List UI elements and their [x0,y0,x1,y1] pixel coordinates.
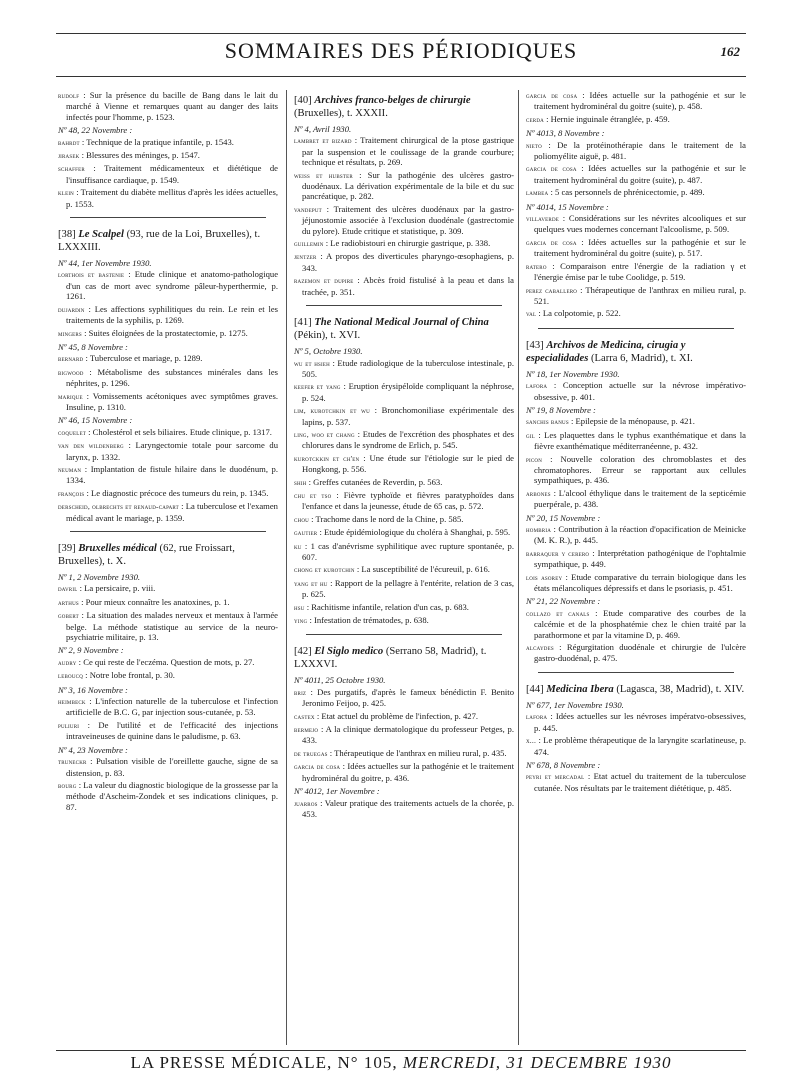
article-title: : Etude clinique et anatomo-pathologique d'un cas de mort avec syndrome pâleur-hyperthermie, p. 1261. [66,269,278,302]
periodical-heading [526,339,746,365]
article-author: gautier [294,528,318,538]
article-entry [526,261,746,283]
article-entry [294,798,514,820]
page-header [56,33,746,77]
article-title: : Sur la présence du bacille de Bang dans le lait du marché à Vienne et remarques quant au danger des laits infectés pour l'homme, p. 1523. [66,90,278,122]
article-entry [58,501,278,523]
article-author: cerda [526,114,544,124]
article-author: picon [526,454,543,464]
article-title: : Le problème thérapeutique de la laryngite scarlatineuse, p. 474. [534,735,746,757]
article-entry [294,405,514,427]
article-entry [294,527,514,538]
article-entry [58,150,278,161]
article-title: : La susceptibilité de l'écureuil, p. 616. [356,564,490,575]
article-author: chong et kurotchin [294,565,355,575]
article-author: derscheid, olbrechts et renaud-capart [58,502,179,512]
issue-heading: Nº 48, 22 Novembre : [58,125,133,136]
article-author: jentzer [294,252,317,262]
article-author: gil [526,430,535,440]
article-author: puliuri [58,720,80,730]
article-author: bigwood [58,367,84,377]
issue-heading: Nº 20, 15 Novembre : [526,512,601,523]
article-title: : Fièvre typhoïde et fièvres paratyphoïdes dans l'enfance et dans la jeunesse, étude de 65 cas, p. 572. [302,489,514,512]
article-entry [526,90,746,112]
article-author: marique [58,391,83,401]
periodical-heading [58,542,278,568]
article-title: : Etude comparative du terrain biologique dans les états mélancoliques dépressifs et dans le psoriasis, p. 451. [534,571,746,594]
article-entry [294,477,514,488]
article-title: : Interprétation pathogénique de l'ophtalmie sympathique, p. 449. [534,547,746,570]
article-author: sanchis banus [526,417,569,427]
article-entry [526,114,746,125]
article-entry [58,597,278,608]
page-number: 162 [720,44,740,59]
article-title: : Des purgatifs, d'après le fameux bénédictin F. Benito Jeronimo Feijoo, p. 425. [302,686,514,709]
article-title: : Notre lobe frontal, p. 30. [85,670,175,681]
article-title: : A propos des diverticules pharyngo-œsophagiens, p. 343. [302,251,514,273]
article-entry [294,170,514,202]
issue-heading: Nº 4, 23 Novembre : [58,744,128,755]
article-title: : Etudes de l'excrétion des phosphates et des chlorures dans le syndrome de Erlich, p. 545. [302,428,514,451]
article-title: : Idées actuelles sur les névroses impératvo-obsessives, p. 445. [534,711,746,733]
article-author: klein [58,188,74,198]
periodical-number: [43] [526,339,544,351]
article-title: : Thérapeutique de l'anthrax en milieu rural, p. 435. [329,747,507,758]
article-title: : Nouvelle coloration des chromoblastes et des chromatophores. Erreur se rapportant aux cellules sympathiques, p. 436. [534,453,746,486]
article-entry [294,541,514,563]
article-author: barraquer y cerero [526,548,590,558]
issue-heading: Nº 2, 9 Novembre : [58,645,124,656]
article-author: lois asorey [526,572,563,582]
article-title: : La persicaire, p. viii. [79,583,156,594]
article-title: : Les affections syphilitiques du rein. Le rein et les traitements de la syphilis, p. 1269. [66,303,278,326]
periodical-name: El Siglo medico [314,646,384,658]
article-author: heimbeck [58,697,86,707]
periodical-details: (62, rue Froissart, Bruxelles), t. X. [58,543,235,567]
article-title: : Le diagnostic précoce des tumeurs du rein, p. 1345. [86,487,269,498]
periodical-number: [40] [294,95,312,106]
section-divider [306,634,502,635]
article-entry [526,237,746,259]
article-entry [294,724,514,746]
article-entry [526,524,746,546]
article-entry [58,187,278,209]
article-author: coquelet [58,427,86,437]
periodical-number: [38] [58,229,76,241]
article-entry [294,381,514,403]
article-author: weiss et hubster [294,170,353,180]
article-title: : Traitement du diabète mellitus d'après les idées actuelles, p. 1553. [66,187,278,209]
article-title: : Bronchomoniliase expérimentale des lapins, p. 537. [302,405,514,427]
article-author: briz [294,687,307,697]
article-entry [294,135,514,167]
article-entry [294,615,514,626]
periodical-number: [44] [526,683,544,695]
periodical-details: (93, rue de la Loi, Bruxelles), t. LXXXIII. [58,229,261,254]
article-author: garcia de cosa [526,164,577,174]
periodical-details: (Pékin), t. XVI. [294,330,361,342]
article-title: : Contribution à la réaction d'opacification de Meinicke (M. K. R.), p. 445. [534,524,746,546]
article-entry [526,163,746,185]
article-entry [526,608,746,640]
article-title: : La tuberculose et l'examen médical avant le mariage, p. 1359. [66,501,278,523]
article-title: : De la protéinothérapie dans le traitement de la poliomyélite aiguë, p. 481. [534,139,746,162]
article-entry [294,429,514,451]
article-author: shih [294,477,307,487]
article-author: garcia de cosa [526,237,577,247]
article-title: : Implantation de fistule hilaire dans le duodénum, p. 1334. [66,463,278,486]
column-2 [294,90,514,1050]
periodical-name: Medicina Ibera [546,683,614,695]
periodical-heading [294,645,514,671]
article-author: ku [294,541,302,551]
article-entry [294,490,514,512]
article-author: garcia de cosa [294,762,341,772]
article-author: x... [526,736,537,746]
article-entry [294,251,514,273]
page-title: SOMMAIRES DES PÉRIODIQUES [224,38,578,63]
article-author: nieto [526,140,542,150]
article-entry [58,610,278,642]
article-entry [526,711,746,733]
issue-heading: Nº 44, 1er Novembre 1930. [58,258,152,269]
column-1 [58,90,278,1050]
article-title: : Idées actuelles sur la pathogénie et le traitement hydrominéral du goitre, p. 436. [302,761,514,783]
article-title: : Rapport de la pellagre à l'entérite, relation de 3 cas, p. 625. [302,577,514,600]
footer-journal: LA PRESSE MÉDICALE, [130,1053,333,1072]
section-divider [70,217,266,218]
article-entry [294,275,514,297]
article-author: perez caballero [526,285,578,295]
column-divider [286,90,287,1045]
article-author: davril [58,584,78,594]
periodical-name: Archives franco-belges de chirurgie [314,95,471,106]
article-author: lim, kurotchkin et wu [294,406,370,416]
article-entry [526,548,746,570]
periodical-name: Archivos de Medicina, cirugia y especialidades [526,339,686,364]
section-divider [538,328,734,329]
article-author: lambret et bizard [294,136,352,146]
issue-heading: Nº 4011, 25 Octobre 1930. [294,675,386,686]
article-title: : Abcès froid fistulisé à la peau et dans la trachée, p. 351. [302,275,514,297]
article-entry [294,204,514,236]
article-author: alcaydes [526,643,554,653]
article-entry [58,353,278,364]
article-title: : Vomissements acétoniques avec symptômes graves. Insuline, p. 1310. [66,390,278,412]
article-entry [526,416,746,427]
article-entry [526,572,746,594]
article-entry [526,454,746,486]
article-author: bernard [58,354,84,364]
section-divider [70,531,266,532]
article-entry [58,427,278,438]
article-title: : Eruption érysipéloïde compliquant la néphrose, p. 524. [302,381,514,403]
section-divider [306,305,502,306]
article-title: : Valeur pratique des traitements actuels de la chorée, p. 453. [302,797,514,819]
article-title: : Etude radiologique de la tuberculose intestinale, p. 505. [302,357,514,379]
article-title: : Suites éloignées de la prostatectomie, p. 1275. [84,327,248,338]
article-entry [58,720,278,742]
issue-heading: Nº 21, 22 Novembre : [526,596,601,607]
article-author: neuman [58,464,82,474]
article-title: : L'infection naturelle de la tuberculose et l'infection artificielle de B.C. G, par injection sous-cutanée, p. 53. [66,696,278,718]
article-entry [294,358,514,380]
article-entry [58,756,278,778]
article-title: : Infestation de trématodes, p. 638. [309,615,429,626]
article-entry [58,488,278,499]
periodical-number: [39] [58,543,76,554]
article-title: : 1 cas d'anévrisme syphilitique avec rupture spontanée, p. 607. [302,540,514,562]
article-entry [294,453,514,475]
article-entry [526,771,746,793]
article-author: bourg [58,780,77,790]
article-title: : Les plaquettes dans le typhus exanthématique et dans la fièvre exanthématique méditerranéenne, p. 432. [534,429,746,452]
article-entry [526,642,746,664]
article-author: kurotckkin et ch'en [294,453,360,463]
article-title: : Etat actuel du traitement de la tuberculose cutanée. Nos résultats par le traitement diététique, p. 485. [534,771,746,793]
article-entry [294,514,514,525]
article-entry [294,578,514,600]
article-entry [58,137,278,148]
article-author: garcia de cosa [526,91,578,100]
article-entry [526,187,746,198]
article-author: keefer et yang [294,382,341,392]
article-entry [58,90,278,122]
article-title: : 5 cas personnels de phrénicectomie, p. 489. [550,187,705,198]
article-entry [294,564,514,575]
issue-heading: Nº 4, Avril 1930. [294,124,352,134]
article-entry [294,602,514,613]
periodical-name: Le Scalpel [78,229,124,241]
article-author: peyri et mercadal [526,772,585,782]
article-title: : La valeur du diagnostic biologique de la grossesse par la méthode d'Ascheim-Zondek et ses indications cliniques, p. 87. [66,779,278,812]
article-author: jirasek [58,151,80,161]
article-title: : Blessures des méninges, p. 1547. [81,150,200,161]
article-title: : Hernie inguinale étranglée, p. 459. [546,113,670,124]
issue-heading: Nº 3, 16 Novembre : [58,684,128,695]
article-title: : Conception actuelle sur la névrose impérativo-obsessive, p. 401. [534,380,746,402]
article-author: villaverde [526,214,560,224]
article-author: lorthois et bastenie [58,270,125,280]
article-title: : Considérations sur les névrites alcooliques et sur quelques vues modernes concernant l'alcoolisme, p. 509. [534,213,746,235]
issue-heading: Nº 4014, 15 Novembre : [526,201,609,212]
article-author: castex [294,711,315,721]
article-title: : Traitement chirurgical de la ptose gastrique par la suspension et le coulissage de la grande courbure; technique et résultats, p. 269. [302,135,514,168]
article-entry [58,367,278,389]
article-entry [526,430,746,452]
article-author: dujardin [58,304,85,314]
article-title: : Sur la pathogénie des ulcères gastro-duodénaux. La dérivation expérimentale de la bile et du suc pancréatique, p. 282. [302,169,514,202]
article-author: chou [294,514,309,524]
article-title: : La colpotomie, p. 522. [538,308,621,319]
issue-heading: Nº 19, 8 Novembre : [526,404,596,415]
article-entry [526,735,746,757]
periodical-heading [58,228,278,254]
article-author: lafora [526,712,548,722]
article-author: wu et hsieh [294,358,330,368]
article-entry [294,687,514,709]
article-author: lambea [526,188,549,198]
periodical-heading [294,94,514,120]
article-title: : Trachome dans le nord de la Chine, p. 585. [311,513,464,524]
article-title: : Le radiobistouri en chirurgie gastrique, p. 338. [325,238,491,249]
article-title: : La situation des malades nerveux et mentaux à l'armée belge. La méthode statistique au service de la neuro-psychiatrie militaire, p. 13. [66,610,278,643]
periodical-heading [294,316,514,342]
article-title: : Rachitisme infantile, relation d'un cas, p. 683. [306,601,469,612]
article-title: : Traitement des ulcères duodénaux par la gastro-jéjunostomie associée à l'exclusion duodénale (gastrectomie du pylore). Etude critique et statistique, p. 309. [302,203,514,236]
article-author: chu et tso [294,490,332,500]
article-title: : Etat actuel du problème de l'infection, p. 427. [316,710,479,721]
article-title: : De l'utilité et de l'efficacité des injections intraveineuses de quinine dans le paludisme, p. 63. [66,719,278,742]
column-3 [526,90,746,1050]
periodical-details: (Lagasca, 38, Madrid), t. XIV. [616,683,745,695]
footer-date: MERCREDI, 31 DECEMBRE 1930 [402,1053,672,1072]
article-title: : Une étude sur l'étiologie sur le pied de Hongkong, p. 556. [302,452,514,475]
article-entry [58,440,278,462]
article-author: guillemin [294,239,324,249]
article-author: arbones [526,488,551,498]
article-author: val [526,309,537,319]
article-title: : Idées actuelle sur la pathogénie et sur le traitement hydrominéral du goitre (suite), p. 458. [534,90,746,112]
issue-heading: Nº 18, 1er Novembre 1930. [526,368,620,379]
article-author: leboucq [58,671,84,681]
article-author: vandeput [294,204,322,214]
article-author: françois [58,488,85,498]
periodical-details: (Larra 6, Madrid), t. XI. [591,352,693,364]
article-author: ying [294,616,308,626]
article-author: ratero [526,261,547,271]
article-author: lafora [526,381,548,391]
article-title: : A la clinique dermatologique du professeur Petges, p. 433. [302,724,514,746]
article-entry [526,380,746,402]
issue-heading: Nº 678, 8 Novembre : [526,759,601,770]
periodical-name: Bruxelles médical [78,543,157,554]
issue-heading: Nº 677, 1er Novembre 1930. [526,699,624,710]
periodical-details: (Serrano 58, Madrid), t. LXXXVI. [294,646,487,671]
article-author: bahrdt [58,137,80,147]
article-entry [294,761,514,783]
periodical-name: The National Medical Journal of China [314,317,489,329]
column-divider [518,90,519,1045]
article-title: : Etude comparative des courbes de la calcémie et de la phosphatémie chez le chien traité par la parathormone et par la vitamine D, p. 469. [534,607,746,640]
article-title: : Régurgitation duodénale et chirurgie de l'ulcère gastro-duodénal, p. 475. [534,642,746,664]
article-author: rudolf [58,91,80,100]
article-title: : Pulsation visible de l'oreillette gauche, signe de sa distension, p. 83. [66,756,278,778]
article-title: : Pour mieux connaître les anatoxines, p. 1. [81,596,230,607]
article-title: : Tuberculose et mariage, p. 1289. [85,353,203,364]
article-author: juarros [294,798,318,808]
article-title: : Idées actuelles sur la pathogénie et sur le traitement hydrominéral du goitre (suite), p. 487. [534,163,746,185]
article-author: collazo et canals [526,608,590,618]
article-title: : Comparaison entre l'énergie de la radiation γ et l'énergie émise par le tube Coolidge, p. 519. [534,260,746,283]
article-author: razemon et dupire [294,276,354,286]
footer-number: N° 105, [337,1053,398,1072]
article-entry [58,464,278,486]
article-entry [58,583,278,594]
section-divider [538,672,734,673]
article-author: van den wildenberg [58,441,124,451]
article-title: : Laryngectomie totale pour sarcome du larynx, p. 1332. [66,440,278,462]
page-footer [56,1050,746,1075]
article-entry [526,488,746,510]
article-title: : Ce qui reste de l'eczéma. Question de mots, p. 27. [78,656,255,667]
article-entry [58,269,278,301]
periodical-number: [42] [294,646,312,658]
issue-heading: Nº 45, 8 Novembre : [58,341,128,352]
periodical-details: (Bruxelles), t. XXXII. [294,108,388,119]
article-author: audry [58,657,77,667]
article-entry [58,670,278,681]
issue-heading: Nº 4012, 1er Novembre : [294,786,380,797]
article-author: truneckr [58,757,87,767]
issue-heading: Nº 1, 2 Novembre 1930. [58,572,141,582]
article-author: ling, woo et chang [294,429,355,439]
article-title: : L'alcool éthylique dans le traitement de la septicémie puerpérale, p. 438. [534,487,746,510]
article-entry [58,163,278,185]
article-title: : Idées actuelles sur la pathogénie et sur le traitement hydrominéral du goitre (suite), p. 517. [534,236,746,259]
article-author: de truegas [294,748,328,758]
article-entry [58,780,278,812]
article-entry [58,391,278,413]
periodical-heading [526,683,746,696]
article-title: : Cholestérol et sels biliaires. Etude clinique, p. 1317. [88,426,272,437]
periodical-number: [41] [294,317,312,329]
article-author: schaffer [58,164,85,174]
article-title: : Greffes cutanées de Reverdin, p. 563. [308,476,443,487]
issue-heading: Nº 46, 15 Novembre : [58,415,133,426]
issue-heading: Nº 4013, 8 Novembre : [526,128,605,139]
article-entry [526,140,746,162]
article-entry [294,748,514,759]
article-entry [294,238,514,249]
article-entry [58,696,278,718]
article-author: gobert [58,611,79,621]
article-entry [294,711,514,722]
article-author: arthus [58,597,79,607]
article-entry [58,328,278,339]
article-title: : Métabolisme des substances minérales dans les néphrites, p. 1296. [66,366,278,389]
article-title: : Thérapeutique de l'anthrax en milieu rural, p. 521. [534,284,746,306]
article-title: : Traitement médicamenteux et diététique de l'insuffisance cardiaque, p. 1549. [66,163,278,185]
issue-heading: Nº 5, Octobre 1930. [294,346,363,357]
article-entry [526,308,746,319]
article-entry [58,657,278,668]
article-author: hombria [526,525,552,534]
article-entry [526,213,746,235]
article-author: hsu [294,602,305,612]
article-title: : Etude épidémiologique du choléra à Shanghai, p. 595. [319,527,511,538]
article-title: : Technique de la pratique infantile, p. 1543. [81,136,234,147]
article-entry [526,285,746,307]
article-title: : Epilepsie de la ménopause, p. 421. [571,416,695,427]
article-author: yang et hu [294,578,328,588]
article-author: mingers [58,328,82,338]
article-entry [58,304,278,326]
article-author: bermejo [294,725,319,735]
